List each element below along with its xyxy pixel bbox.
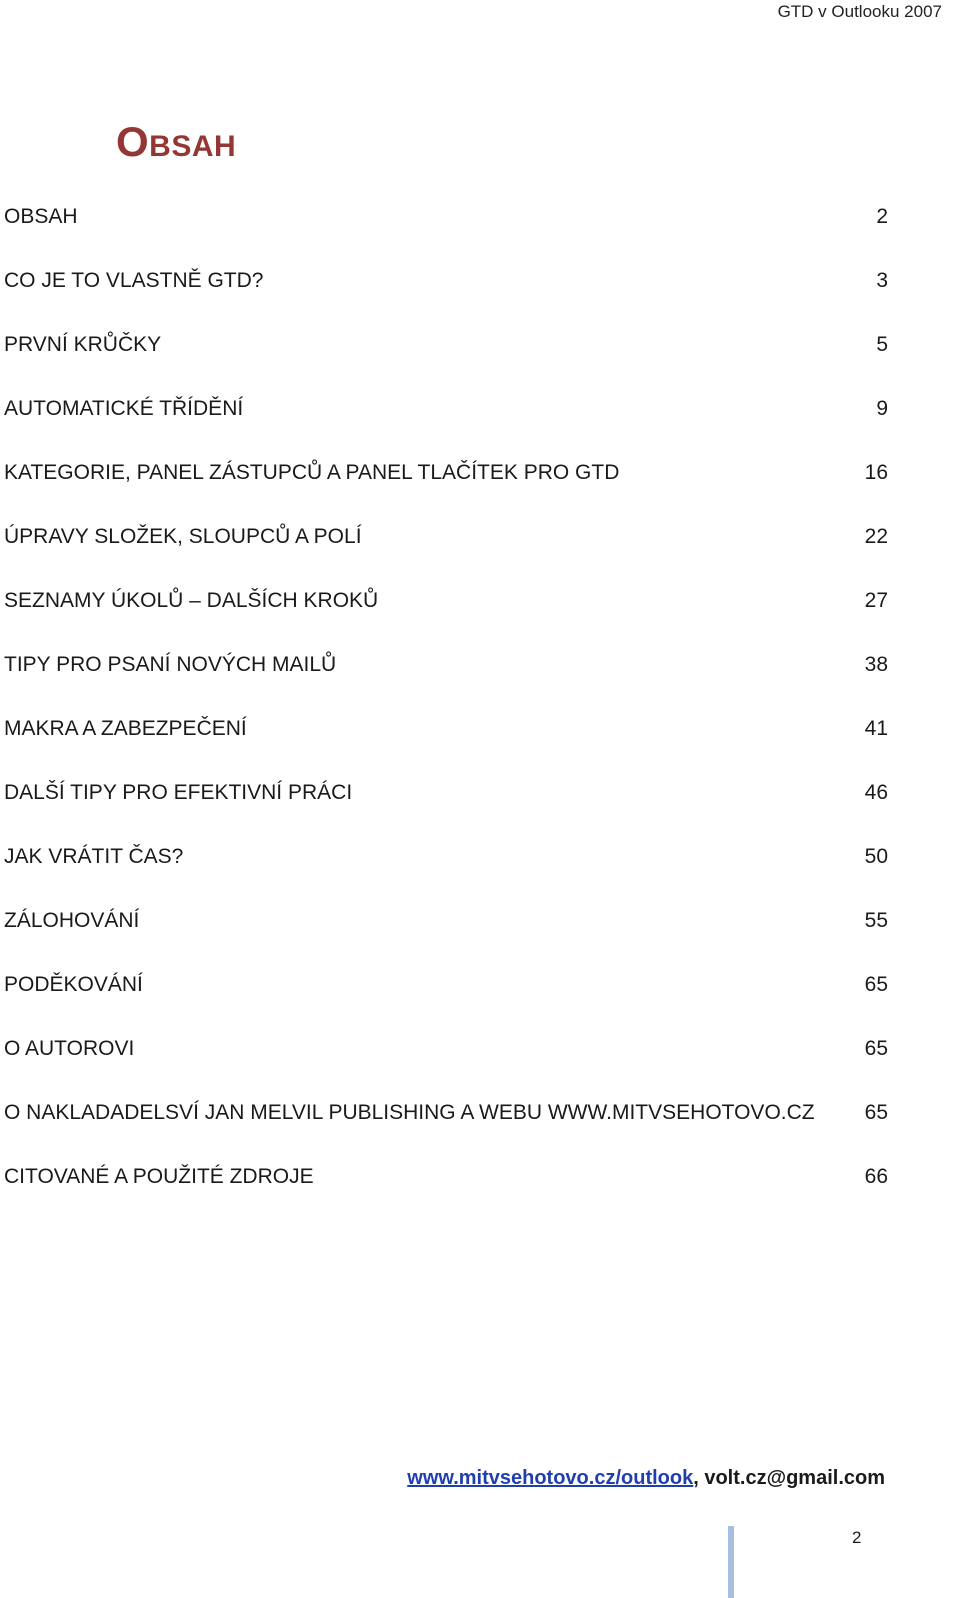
toc-entry-label: JAK VRÁTIT ČAS? xyxy=(4,845,184,868)
toc-entry[interactable] xyxy=(4,909,888,973)
toc-entry[interactable] xyxy=(4,781,888,845)
toc-entry-label: MAKRA A ZABEZPEČENÍ xyxy=(4,717,247,740)
toc-entry-page: 22 xyxy=(864,525,888,548)
toc-entry[interactable] xyxy=(4,397,888,461)
toc-entry-page: 66 xyxy=(864,1165,888,1188)
toc-entry-label: AUTOMATICKÉ TŘÍDĚNÍ xyxy=(4,397,244,420)
toc-entry[interactable] xyxy=(4,205,888,269)
toc-entry-label: O AUTOROVI xyxy=(4,1037,135,1060)
toc-entry-page: 16 xyxy=(864,461,888,484)
toc-entry-label: PRVNÍ KRŮČKY xyxy=(4,333,162,356)
table-of-contents xyxy=(4,205,888,1229)
toc-entry-page: 65 xyxy=(864,973,888,996)
toc-entry-label: OBSAH xyxy=(4,205,78,228)
running-header: GTD v Outlooku 2007 xyxy=(777,2,942,21)
toc-entry-page: 3 xyxy=(876,269,888,292)
toc-entry-page: 41 xyxy=(864,717,888,740)
toc-entry-label: O NAKLADADELSVÍ JAN MELVIL PUBLISHING A WEBU WWW.MITVSEHOTOVO.CZ xyxy=(4,1101,815,1124)
title-first-letter: O xyxy=(116,118,150,165)
toc-entry-label: SEZNAMY ÚKOLŮ – DALŠÍCH KROKŮ xyxy=(4,589,379,612)
toc-entry-page: 65 xyxy=(864,1037,888,1060)
toc-entry[interactable] xyxy=(4,461,888,525)
footer-contact xyxy=(407,1467,885,1490)
toc-entry-page: 50 xyxy=(864,845,888,868)
toc-entry-label: DALŠÍ TIPY PRO EFEKTIVNÍ PRÁCI xyxy=(4,781,353,804)
toc-entry[interactable] xyxy=(4,1165,888,1229)
toc-entry-label: ZÁLOHOVÁNÍ xyxy=(4,909,140,932)
toc-entry-page: 46 xyxy=(864,781,888,804)
toc-entry-page: 55 xyxy=(864,909,888,932)
toc-entry-label: CITOVANÉ A POUŽITÉ ZDROJE xyxy=(4,1165,314,1188)
page-number: 2 xyxy=(852,1528,862,1547)
website-link[interactable]: www.mitvsehotovo.cz/outlook xyxy=(407,1467,694,1489)
toc-entry-label: KATEGORIE, PANEL ZÁSTUPCŮ A PANEL TLAČÍTEK PRO GTD xyxy=(4,461,620,484)
footer-divider-bar xyxy=(728,1526,734,1598)
footer-separator: , xyxy=(693,1467,705,1489)
page-title xyxy=(116,118,236,166)
toc-entry-label: PODĚKOVÁNÍ xyxy=(4,973,143,996)
toc-entry[interactable] xyxy=(4,845,888,909)
toc-entry[interactable] xyxy=(4,1037,888,1101)
toc-entry[interactable] xyxy=(4,333,888,397)
toc-entry[interactable] xyxy=(4,589,888,653)
title-rest: BSAH xyxy=(149,130,237,163)
toc-entry[interactable] xyxy=(4,269,888,333)
toc-entry-page: 65 xyxy=(864,1101,888,1124)
toc-entry-label: TIPY PRO PSANÍ NOVÝCH MAILŮ xyxy=(4,653,337,676)
toc-entry-page: 38 xyxy=(864,653,888,676)
toc-entry[interactable] xyxy=(4,653,888,717)
toc-entry-label: ÚPRAVY SLOŽEK, SLOUPCŮ A POLÍ xyxy=(4,525,362,548)
toc-entry[interactable] xyxy=(4,717,888,781)
toc-entry[interactable] xyxy=(4,973,888,1037)
toc-entry-page: 9 xyxy=(876,397,888,420)
email-address: volt.cz@gmail.com xyxy=(704,1467,885,1489)
toc-entry-page: 27 xyxy=(864,589,888,612)
toc-entry-label: CO JE TO VLASTNĚ GTD? xyxy=(4,269,264,292)
toc-entry-page: 5 xyxy=(876,333,888,356)
toc-entry[interactable] xyxy=(4,525,888,589)
toc-entry-page: 2 xyxy=(876,205,888,228)
toc-entry[interactable] xyxy=(4,1101,888,1165)
